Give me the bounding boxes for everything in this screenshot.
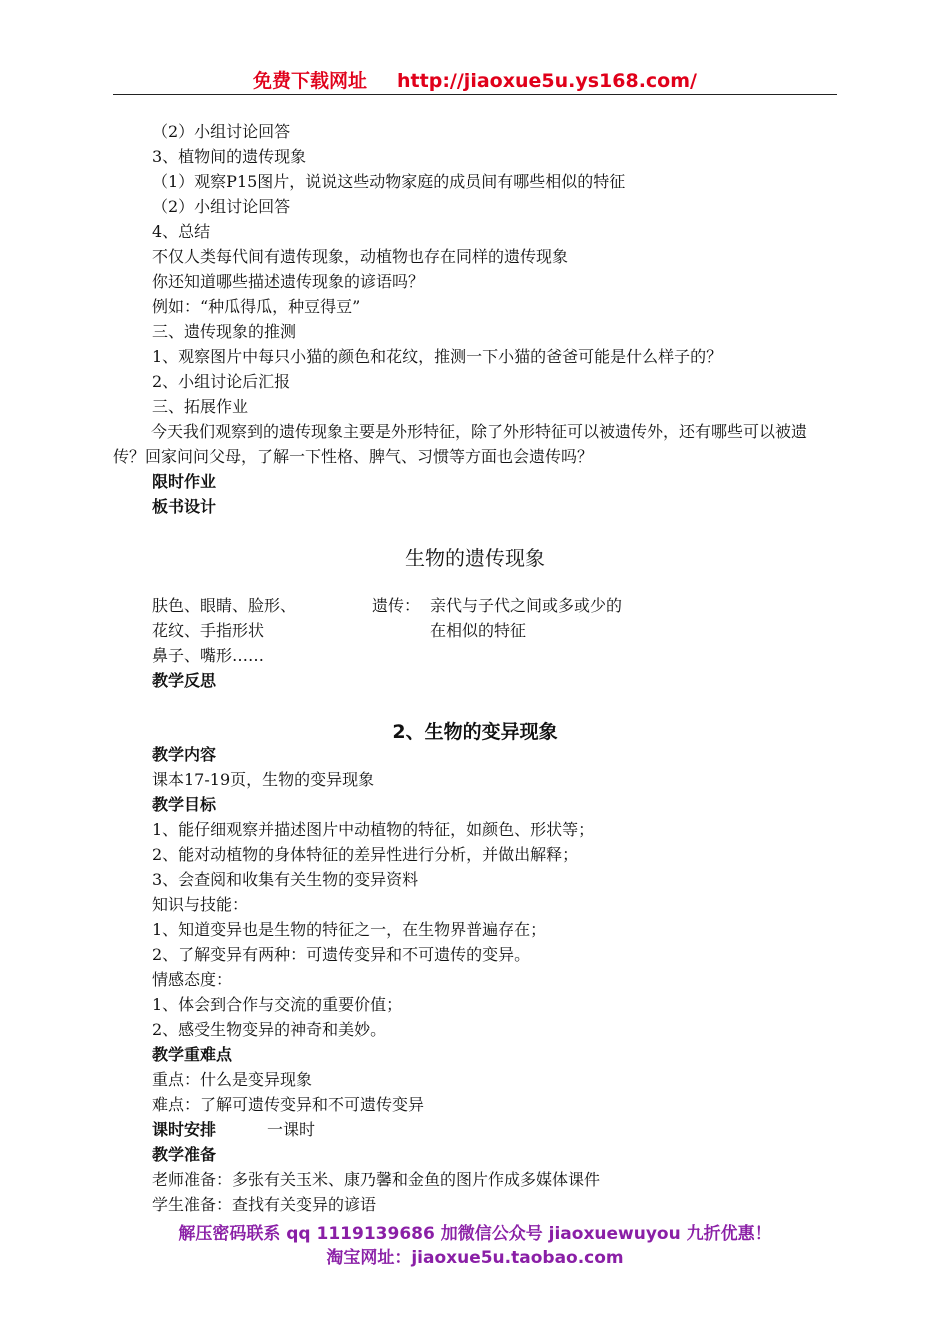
text-line: （1）观察P15图片，说说这些动物家庭的成员间有哪些相似的特征 — [152, 172, 626, 191]
footer-contact: 解压密码联系 qq 1119139686 加微信公众号 jiaoxuewuyou 九折优惠！ — [178, 1224, 772, 1244]
text-line: 1、观察图片中每只小猫的颜色和花纹，推测一下小猫的爸爸可能是什么样子的？ — [152, 347, 723, 366]
text-line: 4、总结 — [152, 222, 211, 241]
prep-teacher: 老师准备：多张有关玉米、康乃馨和金鱼的图片作成多媒体课件 — [152, 1170, 601, 1189]
text-line: 例如：“种瓜得瓜，种豆得豆” — [152, 297, 361, 316]
heading-key-points: 教学重难点 — [152, 1045, 233, 1064]
heading-reflection: 教学反思 — [152, 671, 217, 690]
text-line: 1、知道变异也是生物的特征之一，在生物界普遍存在； — [152, 920, 547, 939]
heading-teaching-content: 教学内容 — [152, 745, 217, 764]
prep-student: 学生准备：查找有关变异的谚语 — [152, 1195, 377, 1214]
text-line: 2、了解变异有两种：可遗传变异和不可遗传的变异。 — [152, 945, 531, 964]
text-line: 2、能对动植物的身体特征的差异性进行分析，并做出解释； — [152, 845, 579, 864]
section-title: 2、生物的变异现象 — [392, 721, 558, 743]
text-line: 三、拓展作业 — [152, 397, 249, 416]
text-line: 3、会查阅和收集有关生物的变异资料 — [152, 870, 419, 889]
schedule-value: 一课时 — [267, 1120, 316, 1139]
text-line: （2）小组讨论回答 — [152, 197, 291, 216]
heading-time-homework: 限时作业 — [152, 472, 217, 491]
heading-teaching-goals: 教学目标 — [152, 795, 217, 814]
text-line: 2、小组讨论后汇报 — [152, 372, 291, 391]
header-label: 免费下载网址 — [253, 70, 368, 92]
board-right-label: 遗传： — [372, 596, 421, 615]
text-line: 难点：了解可遗传变异和不可遗传变异 — [152, 1095, 425, 1114]
board-left-line: 花纹、手指形状 — [152, 621, 265, 640]
page-header — [113, 66, 837, 95]
heading-board-design: 板书设计 — [152, 497, 217, 516]
header-url[interactable]: http://jiaoxue5u.ys168.com/ — [397, 70, 697, 92]
footer-taobao[interactable]: 淘宝网址：jiaoxue5u.taobao.com — [326, 1248, 624, 1268]
heading-preparation: 教学准备 — [152, 1145, 217, 1164]
text-line: 三、遗传现象的推测 — [152, 322, 297, 341]
homework-paragraph: 今天我们观察到的遗传现象主要是外形特征，除了外形特征可以被遗传外，还有哪些可以被遗传？回家问问父母，了解一下性格、脾气、习惯等方面也会遗传吗？ — [113, 422, 808, 466]
text-line: （2）小组讨论回答 — [152, 122, 291, 141]
heading-schedule: 课时安排 — [152, 1120, 217, 1139]
board-right-definition-cont: 在相似的特征 — [430, 621, 527, 640]
text-line: 情感态度： — [152, 970, 233, 989]
text-line: 1、体会到合作与交流的重要价值； — [152, 995, 403, 1014]
board-title: 生物的遗传现象 — [405, 546, 545, 570]
text-line: 重点：什么是变异现象 — [152, 1070, 313, 1089]
text-line: 知识与技能： — [152, 895, 249, 914]
text-line: 不仅人类每代间有遗传现象，动植物也存在同样的遗传现象 — [152, 247, 569, 266]
text-line: 你还知道哪些描述遗传现象的谚语吗？ — [152, 272, 425, 291]
board-right-definition: 亲代与子代之间或多或少的 — [430, 596, 623, 615]
text-line: 课本17-19页，生物的变异现象 — [152, 770, 375, 789]
text-line: 2、感受生物变异的神奇和美妙。 — [152, 1020, 387, 1039]
text-line: 1、能仔细观察并描述图片中动植物的特征，如颜色、形状等； — [152, 820, 595, 839]
board-left-line: 鼻子、嘴形…… — [152, 646, 265, 665]
board-left-line: 肤色、眼睛、脸形、 — [152, 596, 297, 615]
text-line: 3、植物间的遗传现象 — [152, 147, 307, 166]
